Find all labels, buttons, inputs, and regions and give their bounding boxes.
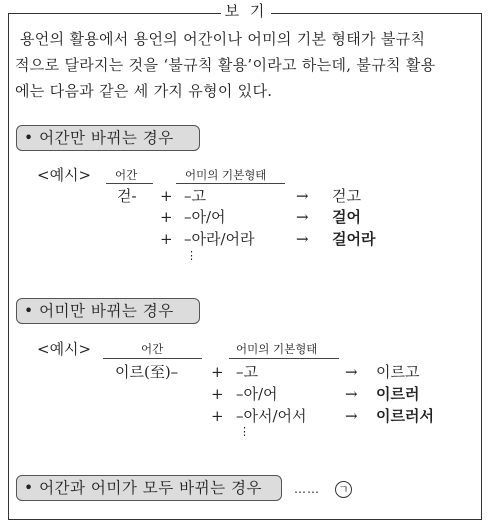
section-3-heading: • 어간과 어미가 모두 바뀌는 경우 [16,475,282,501]
section-2-ending-rule [229,358,339,359]
section-3-leader-dots: …… [294,482,320,496]
intro-line-1: 용언의 활용에서 용언의 어간이나 어미의 기본 형태가 불규칙 [20,30,426,48]
box-title: 보 기 [0,0,492,22]
section-1-row-2-op: + [160,208,173,226]
section-2-example-label: <예시> [37,340,92,358]
section-1-row-1-ending: –고 [184,187,206,205]
section-1-row-3-result: 걸어라 [332,230,376,248]
section-1-row-1-op: + [160,187,173,205]
intro-line-3: 에는 다음과 같은 세 가지 유형이 있다. [15,82,273,100]
section-2-row-1-result: 이르고 [376,363,420,381]
section-1-stem: 걷- [117,187,137,205]
section-1-row-3-op: + [160,230,173,248]
section-2-row-3-arrow: → [345,407,358,425]
section-2-row-1-arrow: → [345,363,358,381]
section-1-ending-rule [176,183,285,184]
section-1-heading: • 어간만 바뀌는 경우 [16,125,200,151]
section-2-row-3-result: 이르러서 [376,407,434,425]
section-2-row-1-ending: –고 [236,363,258,381]
section-1-stem-rule [106,183,153,184]
section-1-example-label: <예시> [37,166,92,184]
section-1-stem-header: 어간 [115,168,138,182]
section-2-row-2-ending: –아/어 [236,385,278,403]
section-1-row-2-arrow: → [296,208,309,226]
section-2-row-3-ending: –아서/어서 [236,407,307,425]
intro-line-2: 적으로 달라지는 것을 ‘불규칙 활용’이라고 하는데, 불규칙 활용 [15,56,436,74]
section-1-row-1-arrow: → [296,187,309,205]
section-1-ending-header: 어미의 기본형태 [185,168,267,182]
section-2-row-1-op: + [211,363,224,381]
section-1-row-3-arrow: → [296,230,309,248]
section-2-row-2-arrow: → [345,385,358,403]
section-1-row-1-result: 걷고 [332,187,361,205]
section-2-stem-rule [103,358,202,359]
section-2-heading: • 어미만 바뀌는 경우 [16,298,200,324]
section-1-row-3-ending: –아라/어라 [184,230,255,248]
section-1-row-2-result: 걸어 [332,208,361,226]
section-2-row-3-op: + [211,407,224,425]
section-2-stem-header: 어간 [141,342,164,356]
section-2-ending-header: 어미의 기본형태 [236,342,318,356]
section-2-ellipsis: ⋮ [239,425,250,438]
section-2-row-2-op: + [211,385,224,403]
section-1-ellipsis: ⋮ [186,249,197,262]
marker-giyeok: ㄱ [335,481,352,498]
section-1-row-2-ending: –아/어 [184,208,226,226]
section-2-stem: 이르(至)– [115,363,179,381]
section-2-row-2-result: 이르러 [376,385,420,403]
